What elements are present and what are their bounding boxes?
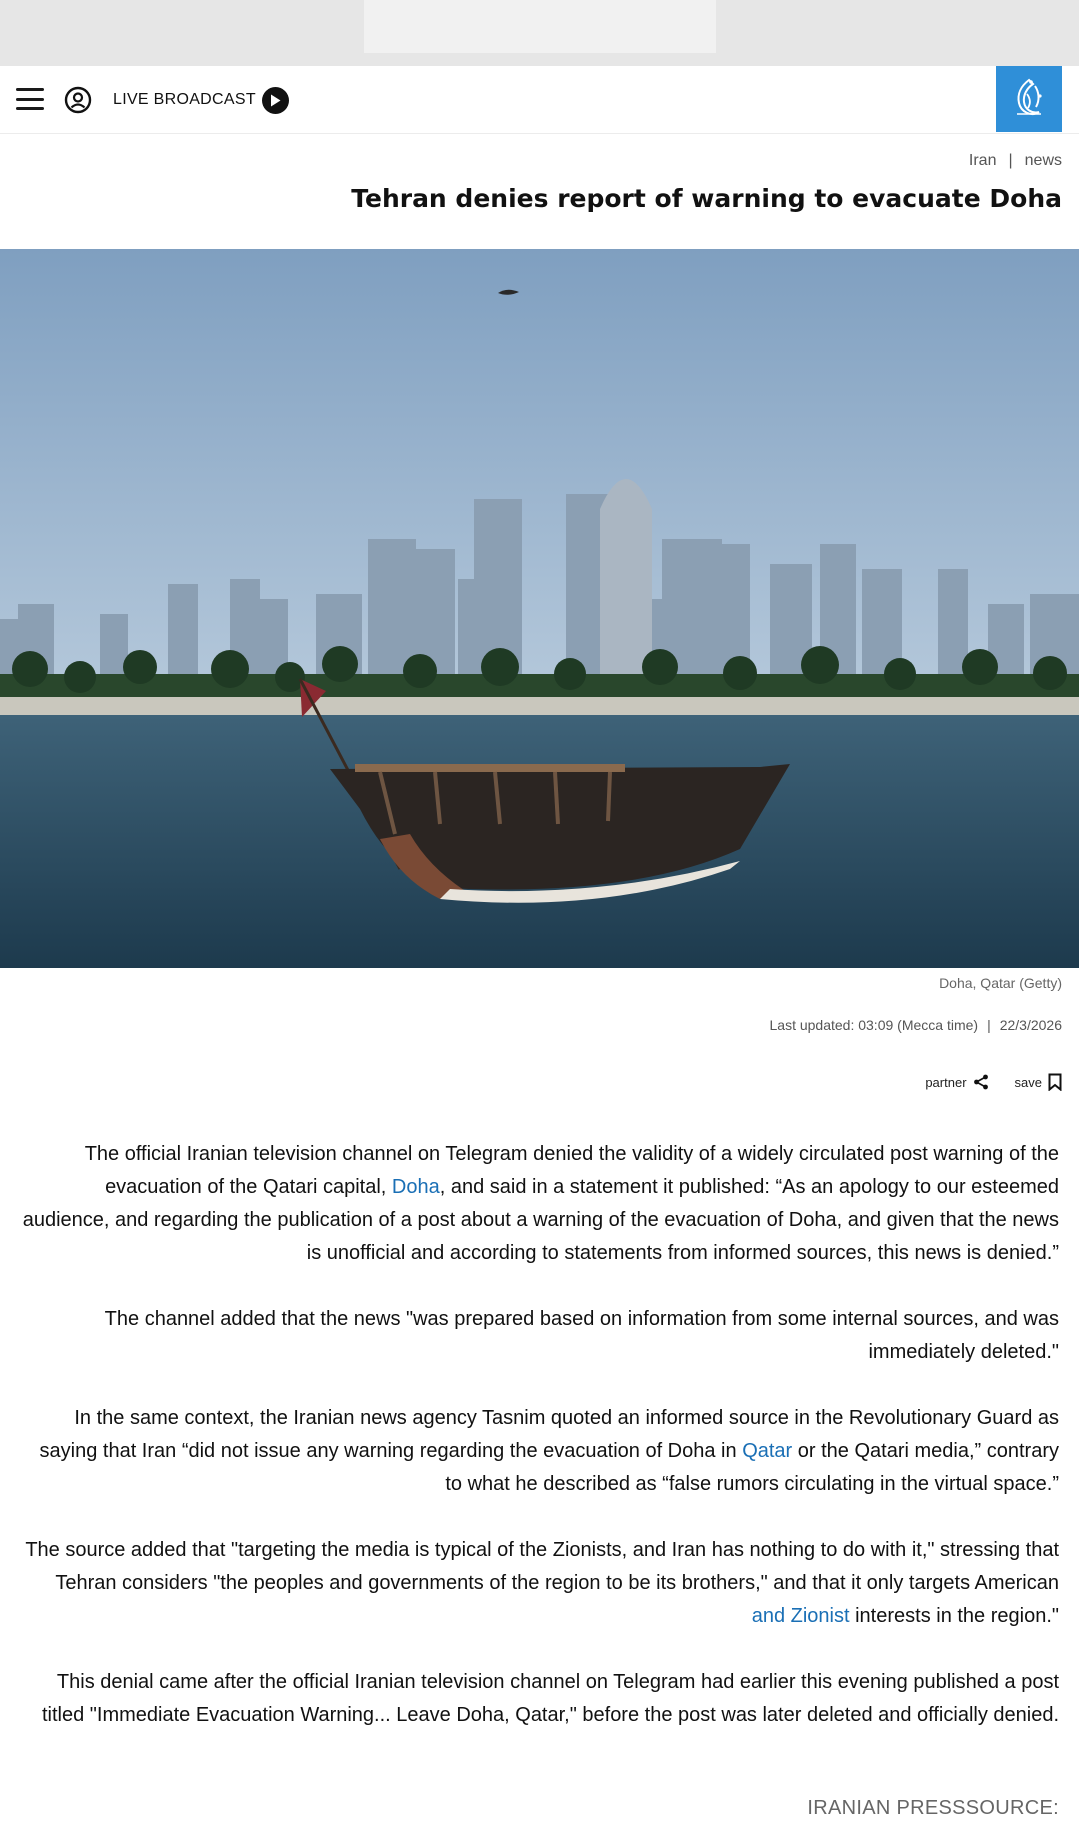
breadcrumb-section-link[interactable]: news: [1024, 152, 1062, 169]
top-navigation-bar: [0, 66, 1079, 134]
advertisement-bar: [0, 0, 1079, 66]
last-updated: [770, 1017, 1063, 1033]
breadcrumb-category-link[interactable]: Iran: [968, 152, 997, 169]
share-icon: [973, 1074, 989, 1090]
doha-link[interactable]: Doha: [391, 1176, 440, 1198]
breadcrumb: [969, 152, 1062, 170]
user-account-icon[interactable]: [64, 86, 92, 114]
article-paragraph-4: The source added that "targeting the media is typical of the Zionists, and Iran has nothing to do with it," stressing that Tehran considers "the peoples and governments of the region to be its brothers," and that it only targets American and Zionist interests in the region.": [25, 1539, 1059, 1627]
qatar-link[interactable]: Qatar: [742, 1440, 793, 1462]
hero-image: [0, 249, 1079, 968]
last-updated-label: Last updated: 03:09 (Mecca time): [769, 1017, 979, 1033]
live-broadcast-label: LIVE BROADCAST: [113, 91, 256, 108]
bookmark-icon: [1048, 1073, 1062, 1091]
last-updated-separator: |: [987, 1017, 991, 1033]
page-title: Tehran denies report of warning to evacuate Doha: [351, 184, 1062, 213]
article-source: IRANIAN PRESSSOURCE:: [807, 1797, 1059, 1819]
play-icon: [262, 87, 289, 114]
zionist-link[interactable]: and Zionist: [751, 1605, 850, 1627]
article-actions: [925, 1073, 1062, 1091]
ad-slot[interactable]: [364, 0, 716, 53]
save-label: save: [1014, 1074, 1042, 1090]
live-broadcast-link[interactable]: [113, 86, 289, 114]
article-paragraph-1: The official Iranian television channel on Telegram denied the validity of a widely circulated post warning of the evacuation of the Qatari capital, Doha, and said in a statement it published: “As an apology to our esteemed audience, and regarding the publication of a post about a warning of the evacuation of Doha, and given that the news is unofficial and according to statements from informed sources, this news is denied.”: [22, 1143, 1059, 1264]
al-jazeera-logo[interactable]: [996, 66, 1062, 132]
image-caption: Doha, Qatar (Getty): [939, 975, 1062, 991]
save-button[interactable]: [1015, 1073, 1062, 1091]
breadcrumb-separator: |: [1008, 152, 1013, 169]
article-body: [18, 1138, 1059, 1765]
hamburger-menu-icon[interactable]: [16, 88, 44, 110]
share-label: partner: [925, 1074, 967, 1090]
last-updated-date: 22/3/2026: [999, 1017, 1062, 1033]
share-button[interactable]: [925, 1073, 988, 1091]
article-paragraph-5: This denial came after the official Iranian television channel on Telegram had earlier this evening published a post titled "Immediate Evacuation Warning... Leave Doha, Qatar," before the post was later deleted and officially denied.: [41, 1671, 1059, 1726]
article-paragraph-2: The channel added that the news "was prepared based on information from some internal sources, and was immediately deleted.": [104, 1308, 1059, 1363]
article-paragraph-3: In the same context, the Iranian news agency Tasnim quoted an informed source in the Revolutionary Guard as saying that Iran “did not issue any warning regarding the evacuation of Doha in Qatar or the Qatari media,” contrary to what he described as “false rumors circulating in the virtual space.”: [39, 1407, 1059, 1495]
